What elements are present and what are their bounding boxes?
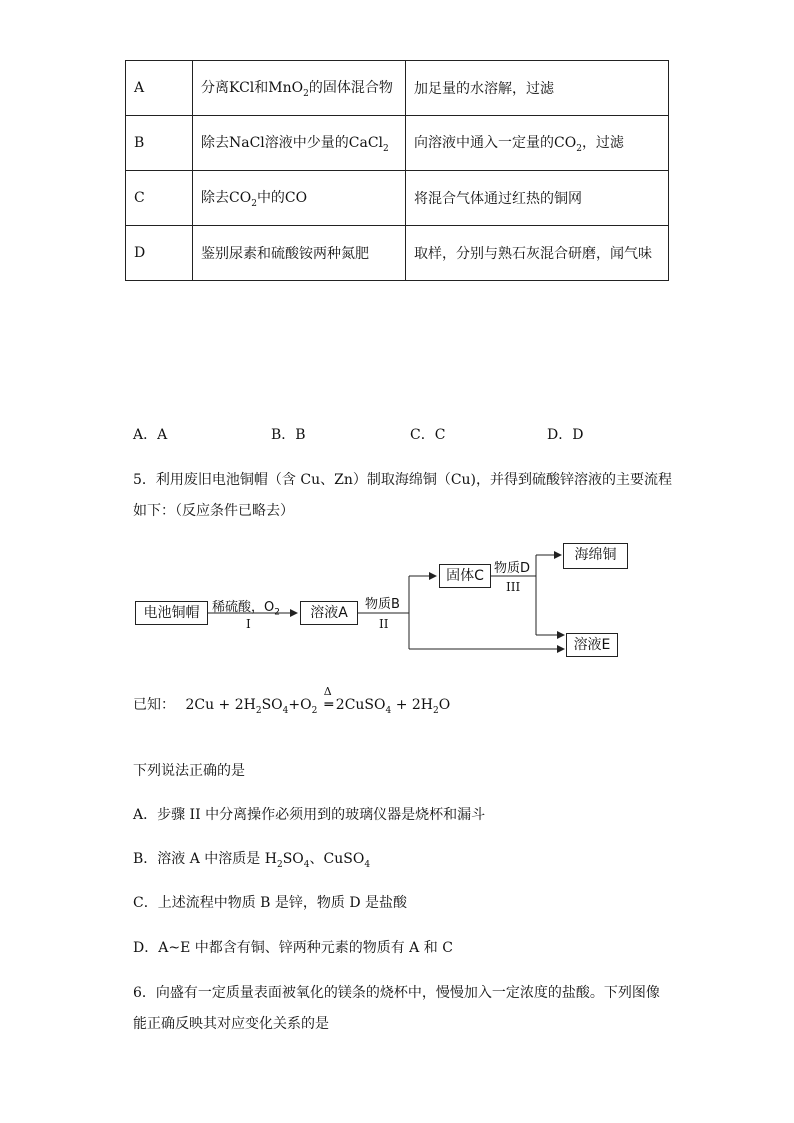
step-2-label: II [379, 617, 389, 631]
row-letter: B [126, 116, 193, 171]
choice-c[interactable]: C．C [410, 427, 446, 443]
q6-stem-line2: 能正确反映其对应变化关系的是 [133, 1016, 329, 1032]
reagent-3-label: 物质D [494, 561, 531, 576]
q5-option-a[interactable]: A．步骤 II 中分离操作必须用到的玻璃仪器是烧杯和漏斗 [133, 807, 486, 823]
row-letter: A [126, 61, 193, 116]
choice-a[interactable]: A．A [133, 427, 168, 443]
box-solution-e: 溶液E [566, 633, 618, 657]
row-goal: 除去$CO_2$中的CO [193, 171, 406, 226]
reagent-2-label: 物质B [365, 597, 400, 612]
row-method: 向溶液中通入一定量的$CO_2$，过滤 [406, 116, 669, 171]
row-goal: 除去NaCl溶液中少量的CaCl$_2$ [193, 116, 406, 171]
table-row [126, 226, 669, 281]
row-letter: C [126, 171, 193, 226]
box-sponge-copper: 海绵铜 [563, 543, 628, 569]
row-goal: 分离KCl和MnO$_2$的固体混合物 [193, 61, 406, 116]
q4-choices [133, 424, 653, 444]
step-1-label: I [246, 617, 251, 631]
row-method: 将混合气体通过红热的铜网 [406, 171, 669, 226]
table-row [126, 61, 669, 116]
q6-stem-line1: 6．向盛有一定质量表面被氧化的镁条的烧杯中，慢慢加入一定浓度的盐酸。下列图像 [133, 985, 660, 1001]
box-solution-a: 溶液A [300, 601, 358, 625]
options-table [125, 60, 669, 281]
box-battery-cap: 电池铜帽 [135, 601, 208, 625]
choice-b[interactable]: B．B [271, 427, 306, 443]
row-goal: 鉴别尿素和硫酸铵两种氮肥 [193, 226, 406, 281]
row-method: 取样，分别与熟石灰混合研磨，闻气味 [406, 226, 669, 281]
q5-prompt: 下列说法正确的是 [133, 763, 245, 779]
q5-option-b[interactable]: B．溶液 A 中溶质是 $H_2SO_4$、CuSO$_4$ [133, 851, 371, 870]
choice-d[interactable]: D．D [547, 427, 584, 443]
known-label: 已知： [133, 697, 175, 713]
table-row [126, 116, 669, 171]
known-equation: 已知： $2Cu + 2H_2SO_4+O_2$ Δ ═ 2CuSO$_4$ + $2H_2O$ [133, 685, 451, 716]
q5-option-c[interactable]: C．上述流程中物质 B 是锌，物质 D 是盐酸 [133, 895, 408, 911]
row-letter: D [126, 226, 193, 281]
box-solid-c: 固体C [439, 564, 491, 588]
step-3-label: III [506, 580, 521, 594]
row-method: 加足量的水溶解，过滤 [406, 61, 669, 116]
q5-option-d[interactable]: D．A~E 中都含有铜、锌两种元素的物质有 A 和 C [133, 940, 453, 956]
q5-stem-line1: 5．利用废旧电池铜帽（含 Cu、Zn）制取海绵铜（Cu)，并得到硫酸锌溶液的主要流程 [133, 472, 673, 488]
q5-stem-line2: 如下：（反应条件已略去） [133, 503, 294, 519]
heat-equals: Δ ═ [323, 685, 334, 713]
table-row [126, 171, 669, 226]
reagent-1-label: 稀硫酸，$O_2$ [212, 600, 280, 618]
